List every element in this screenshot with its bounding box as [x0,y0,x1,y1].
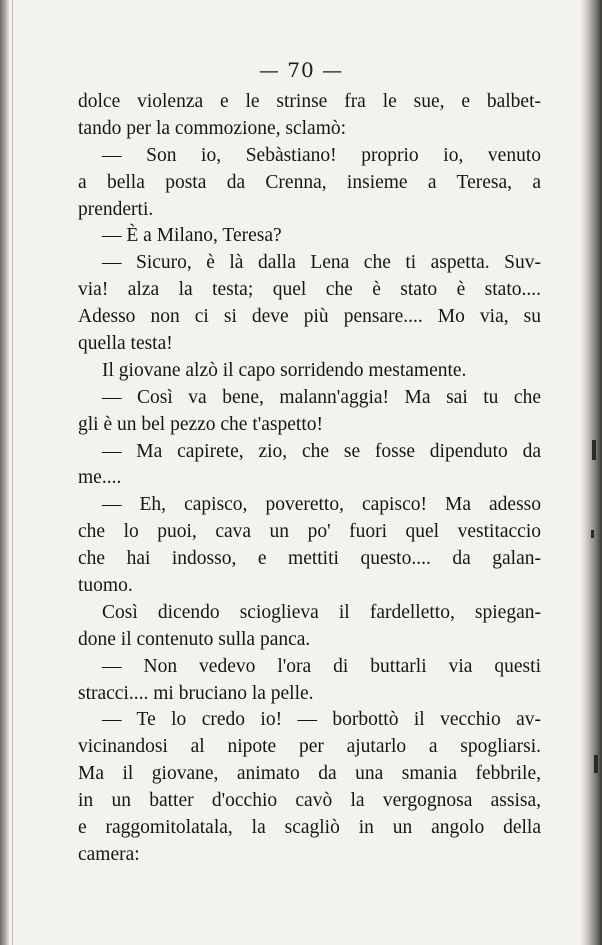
text-line: — Non vedevo l'ora di buttarli via questi [102,655,541,677]
page-number: — 70 — [258,58,344,82]
text-line: a bella posta da Crenna, insieme a Teresa, a [78,171,541,193]
text-line: stracci.... mi bruciano la pelle. [78,682,314,704]
text-line: — Te lo credo io! — borbottò il vecchio av- [102,709,541,731]
text-line: — È a Milano, Teresa? [102,225,282,247]
page-edge-rule [12,0,13,945]
text-line: che hai indosso, e mettiti questo.... da galan- [78,548,541,570]
text-line: — Così va bene, malann'aggia! Ma sai tu che [102,386,541,408]
text-line: prenderti. [78,198,154,220]
text-line: in un batter d'occhio cavò la vergognosa assisa, [78,790,541,812]
text-line: — Sicuro, è là dalla Lena che ti aspetta. Suv- [102,252,541,274]
text-line: che lo puoi, cava un po' fuori quel vestitaccio [78,521,541,543]
text-line: tando per la commozione, sclamò: [78,117,347,139]
scan-edge-mark [594,755,598,773]
text-line: via! alza la testa; quel che è stato è stato.... [78,279,541,301]
text-line: vicinandosi al nipote per ajutarlo a spogliarsi. [78,736,541,758]
text-line: Adesso non ci si deve più pensare.... Mo via, su [78,306,541,328]
scan-edge [580,0,602,945]
scan-edge-mark [591,530,594,538]
text-line: e raggomitolatala, la scagliò in un angolo della [78,817,541,839]
text-line: quella testa! [78,333,173,355]
text-line: dolce violenza e le strinse fra le sue, e balbet- [78,91,541,112]
text-line: — Ma capirete, zio, che se fosse dipenduto da [102,440,541,462]
text-line: tuomo. [78,575,133,597]
scan-edge-mark [592,440,596,460]
text-line: Così dicendo scioglieva il fardelletto, spiegan- [102,601,541,623]
text-line: — Eh, capisco, poveretto, capisco! Ma adesso [102,494,541,516]
text-line: — Son io, Sebàstiano! proprio io, venuto [102,144,541,166]
text-line: camera: [78,843,140,865]
text-line: Ma il giovane, animato da una smania febbrile, [78,763,541,785]
text-line: done il contenuto sulla panca. [78,628,311,650]
text-line: me.... [78,467,122,489]
text-line: gli è un bel pezzo che t'aspetto! [78,413,323,435]
body-text [78,89,541,869]
text-line: Il giovane alzò il capo sorridendo mestamente. [102,359,467,381]
binding-shadow [0,0,9,945]
